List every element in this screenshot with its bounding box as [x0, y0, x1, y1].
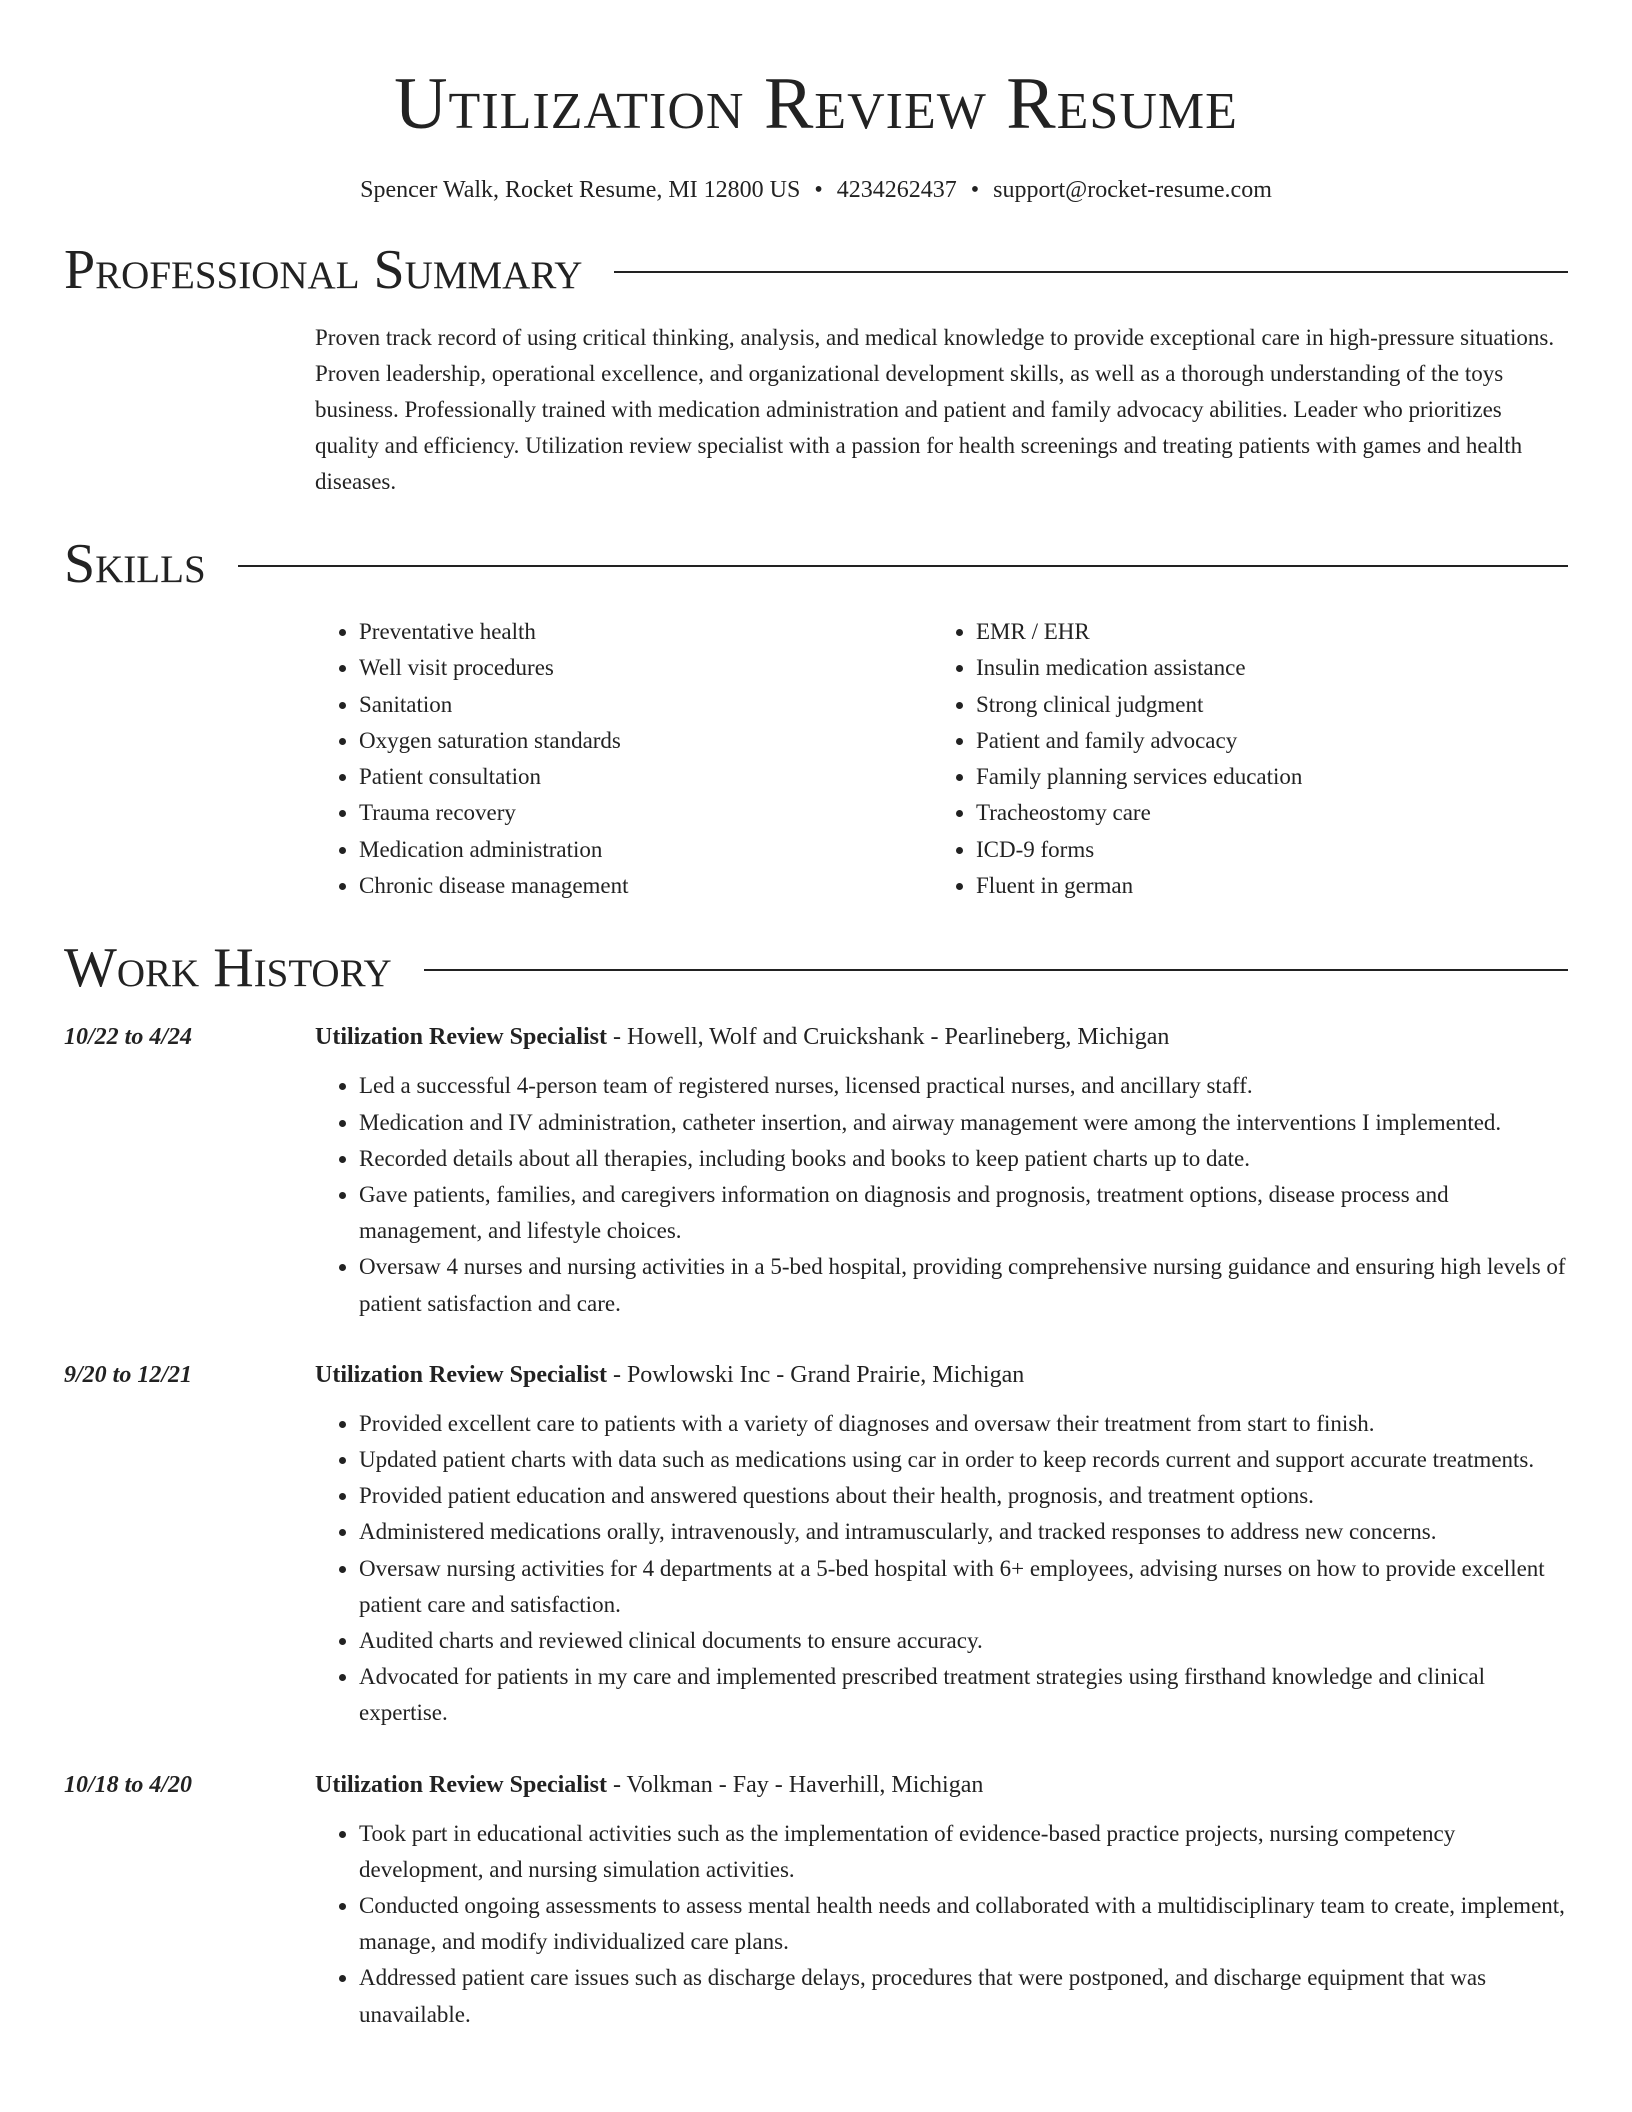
contact-address: Spencer Walk, Rocket Resume, MI 12800 US	[360, 177, 801, 203]
job-bullet: • Provided excellent care to patients with a variety of diagnoses and oversaw their treatment from start to finish.	[359, 1406, 1568, 1442]
job-title: Utilization Review Specialist	[315, 1771, 607, 1798]
contact-email: support@rocket-resume.com	[993, 177, 1272, 203]
job-bullet: • Advocated for patients in my care and implemented prescribed treatment strategies using firsthand knowledge and clinical expertise.	[359, 1659, 1568, 1731]
job-header	[315, 1018, 1568, 1056]
job-bullet: • Medication and IV administration, catheter insertion, and airway management were among the interventions I implemented.	[359, 1105, 1568, 1141]
skill-item: • EMR / EHR	[976, 614, 1549, 650]
job-details	[315, 1356, 1568, 1732]
contact-line	[64, 174, 1568, 206]
job-bullet: • Recorded details about all therapies, including books and books to keep patient charts up to date.	[359, 1141, 1568, 1177]
job-dates: 10/22 to 4/24	[64, 1024, 193, 1051]
job-bullet: • Took part in educational activities such as the implementation of evidence-based practice projects, nursing competency development, and nursing simulation activities.	[359, 1816, 1568, 1888]
summary-section-header	[64, 238, 1568, 302]
work-section-header	[64, 936, 1568, 1000]
skills-list	[315, 614, 1568, 904]
job-entry	[64, 1356, 1568, 1732]
resume-title: Utilization Review Resume	[394, 63, 1238, 145]
job-company: - Volkman - Fay - Haverhill, Michigan	[612, 1771, 984, 1798]
job-bullet: • Gave patients, families, and caregivers information on diagnosis and prognosis, treatment options, disease process and management, and lifestyle choices.	[359, 1177, 1568, 1249]
skill-item: • Trauma recovery	[359, 795, 932, 831]
skill-item: • ICD-9 forms	[976, 832, 1549, 868]
job-bullet: • Oversaw nursing activities for 4 departments at a 5-bed hospital with 6+ employees, advising nurses on how to provide excellent patient care and satisfaction.	[359, 1551, 1568, 1623]
resume-page	[64, 0, 1568, 2033]
skill-item: • Tracheostomy care	[976, 795, 1549, 831]
job-bullet: • Provided patient education and answered questions about their health, prognosis, and treatment options.	[359, 1478, 1568, 1514]
job-details	[315, 1766, 1568, 2033]
job-dates: 10/18 to 4/20	[64, 1771, 193, 1798]
section-divider	[614, 271, 1568, 273]
skills-heading: Skills	[64, 533, 206, 595]
skill-item: • Sanitation	[359, 687, 932, 723]
job-bullet: • Administered medications orally, intravenously, and intramuscularly, and tracked responses to address new concerns.	[359, 1514, 1568, 1550]
job-bullet: • Audited charts and reviewed clinical documents to ensure accuracy.	[359, 1623, 1568, 1659]
job-entry	[64, 1018, 1568, 1321]
skill-item: • Patient consultation	[359, 759, 932, 795]
job-header	[315, 1356, 1568, 1394]
section-divider	[238, 565, 1568, 567]
job-bullet: • Conducted ongoing assessments to assess mental health needs and collaborated with a multidisciplinary team to create, implement, manage, and modify individualized care plans.	[359, 1888, 1568, 1960]
skill-item: • Fluent in german	[976, 868, 1549, 904]
skill-item: • Well visit procedures	[359, 650, 932, 686]
skill-item: • Strong clinical judgment	[976, 687, 1549, 723]
job-entry	[64, 1766, 1568, 2033]
summary-text: Proven track record of using critical thinking, analysis, and medical knowledge to provide exceptional care in high-pressure situations. Proven leadership, operational excellence, and organizational development skills, as well as a thorough understanding of the toys business. Professionally trained with medication administration and patient and family advocacy abilities. Leader who prioritizes quality and efficiency. Utilization review specialist with a passion for health screenings and treating patients with games and health diseases.	[315, 325, 1555, 494]
skills-column-right	[932, 614, 1549, 904]
job-company: - Howell, Wolf and Cruickshank - Pearlineberg, Michigan	[612, 1024, 1170, 1051]
job-bullet: • Oversaw 4 nurses and nursing activities in a 5-bed hospital, providing comprehensive nursing guidance and ensuring high levels of patient satisfaction and care.	[359, 1249, 1568, 1321]
contact-phone: 4234262437	[836, 177, 957, 203]
job-bullet: • Updated patient charts with data such as medications using car in order to keep records current and support accurate treatments.	[359, 1442, 1568, 1478]
contact-separator: •	[814, 177, 823, 203]
job-bullet: • Addressed patient care issues such as discharge delays, procedures that were postponed, and discharge equipment that was unavailable.	[359, 1960, 1568, 2032]
skill-item: • Oxygen saturation standards	[359, 723, 932, 759]
job-bullet: • Led a successful 4-person team of registered nurses, licensed practical nurses, and ancillary staff.	[359, 1068, 1568, 1104]
skill-item: • Chronic disease management	[359, 868, 932, 904]
job-bullets	[315, 1068, 1568, 1321]
job-company: - Powlowski Inc - Grand Prairie, Michigan	[612, 1361, 1025, 1388]
job-title: Utilization Review Specialist	[315, 1361, 607, 1388]
skill-item: • Family planning services education	[976, 759, 1549, 795]
skill-item: • Insulin medication assistance	[976, 650, 1549, 686]
job-bullets	[315, 1816, 1568, 2033]
skill-item: • Patient and family advocacy	[976, 723, 1549, 759]
skill-item: • Medication administration	[359, 832, 932, 868]
job-details	[315, 1018, 1568, 1321]
job-title: Utilization Review Specialist	[315, 1024, 607, 1051]
skills-column-left	[315, 614, 932, 904]
job-bullets	[315, 1406, 1568, 1732]
work-heading: Work History	[64, 937, 392, 1000]
job-dates: 9/20 to 12/21	[64, 1361, 193, 1388]
summary-heading: Professional Summary	[64, 239, 583, 301]
job-header	[315, 1766, 1568, 1804]
skills-section-header	[64, 532, 1568, 596]
section-divider	[424, 969, 1568, 971]
contact-separator: •	[970, 177, 980, 203]
skill-item: • Preventative health	[359, 614, 932, 650]
